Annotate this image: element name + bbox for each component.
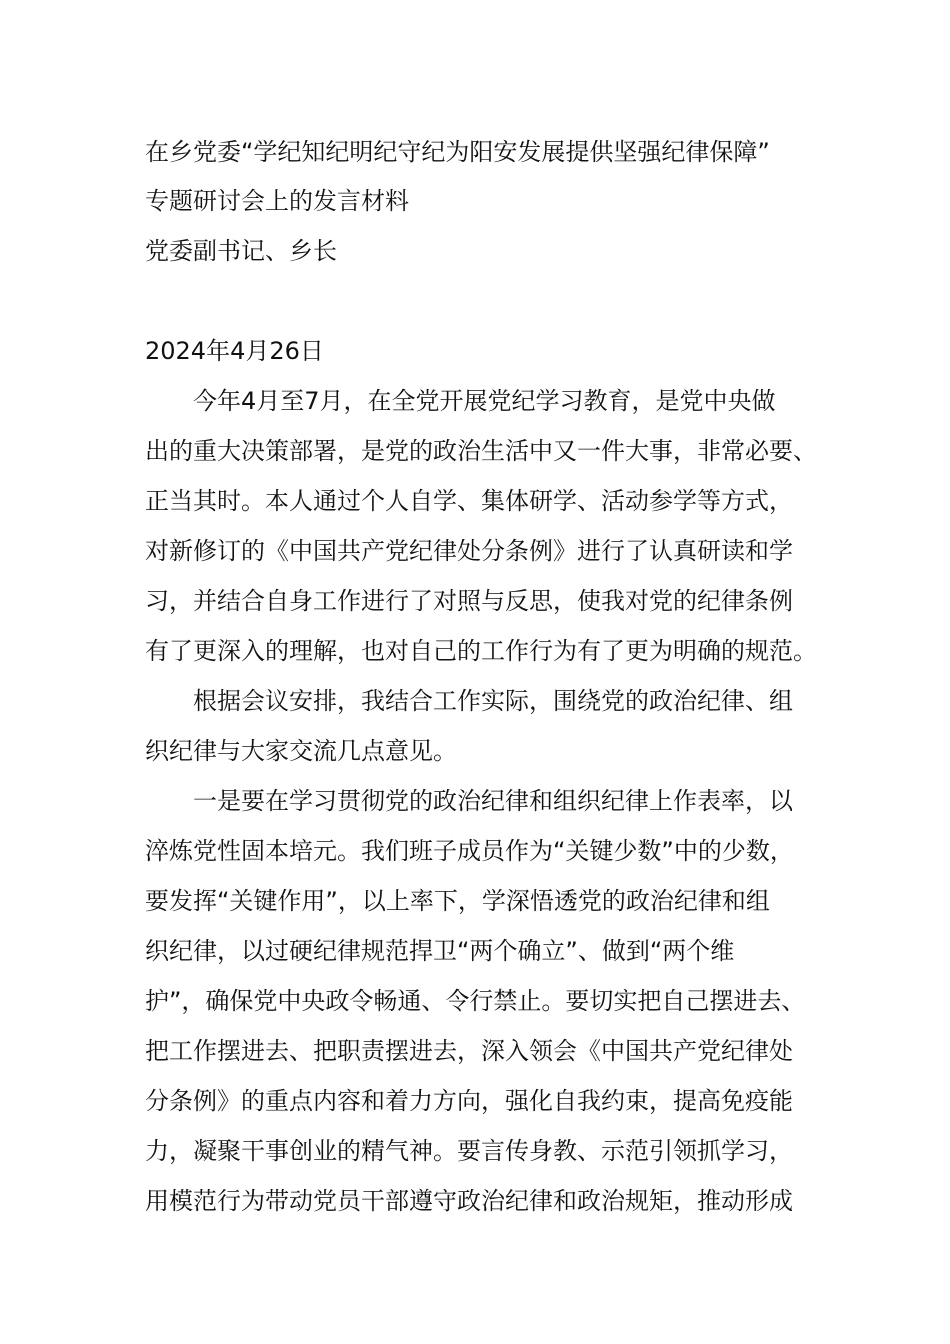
paragraph-line: 根据会议安排，我结合工作实际，围绕党的政治纪律、组 (193, 687, 793, 715)
date-line: 2024年4月26日 (145, 337, 324, 365)
paragraph-line: 正当其时。本人通过个人自学、集体研学、活动参学等方式， (145, 487, 793, 515)
title-line-2: 专题研讨会上的发言材料 (145, 187, 409, 215)
paragraph-line: 分条例》的重点内容和着力方向，强化自我约束，提高免疫能 (145, 1087, 793, 1115)
paragraph-line: 有了更深入的理解，也对自己的工作行为有了更为明确的规范。 (145, 637, 817, 665)
paragraph-line: 出的重大决策部署，是党的政治生活中又一件大事，非常必要、 (145, 437, 817, 465)
paragraph-line: 一是要在学习贯彻党的政治纪律和组织纪律上作表率，以 (193, 787, 793, 815)
paragraph-line: 习，并结合自身工作进行了对照与反思，使我对党的纪律条例 (145, 587, 793, 615)
paragraph-line: 用模范行为带动党员干部遵守政治纪律和政治规矩，推动形成 (145, 1187, 793, 1215)
paragraph-line: 织纪律，以过硬纪律规范捍卫“两个确立”、做到“两个维 (145, 937, 735, 965)
paragraph-line: 把工作摆进去、把职责摆进去，深入领会《中国共产党纪律处 (145, 1037, 793, 1065)
paragraph-line: 力，凝聚干事创业的精气神。要言传身教、示范引领抓学习， (145, 1137, 793, 1165)
paragraph-line: 织纪律与大家交流几点意见。 (145, 737, 457, 765)
paragraph-line: 对新修订的《中国共产党纪律处分条例》进行了认真研读和学 (145, 537, 793, 565)
author-line: 党委副书记、乡长 (145, 237, 337, 265)
paragraph-line: 护”，确保党中央政令畅通、令行禁止。要切实把自己摆进去、 (145, 987, 806, 1015)
title-line-1: 在乡党委“学纪知纪明纪守纪为阳安发展提供坚强纪律保障” (145, 138, 770, 166)
paragraph-line: 今年4月至7月，在全党开展党纪学习教育，是党中央做 (193, 387, 776, 415)
paragraph-line: 要发挥“关键作用”，以上率下，学深悟透党的政治纪律和组 (145, 887, 770, 915)
paragraph-line: 淬炼党性固本培元。我们班子成员作为“关键少数”中的少数， (145, 837, 794, 865)
